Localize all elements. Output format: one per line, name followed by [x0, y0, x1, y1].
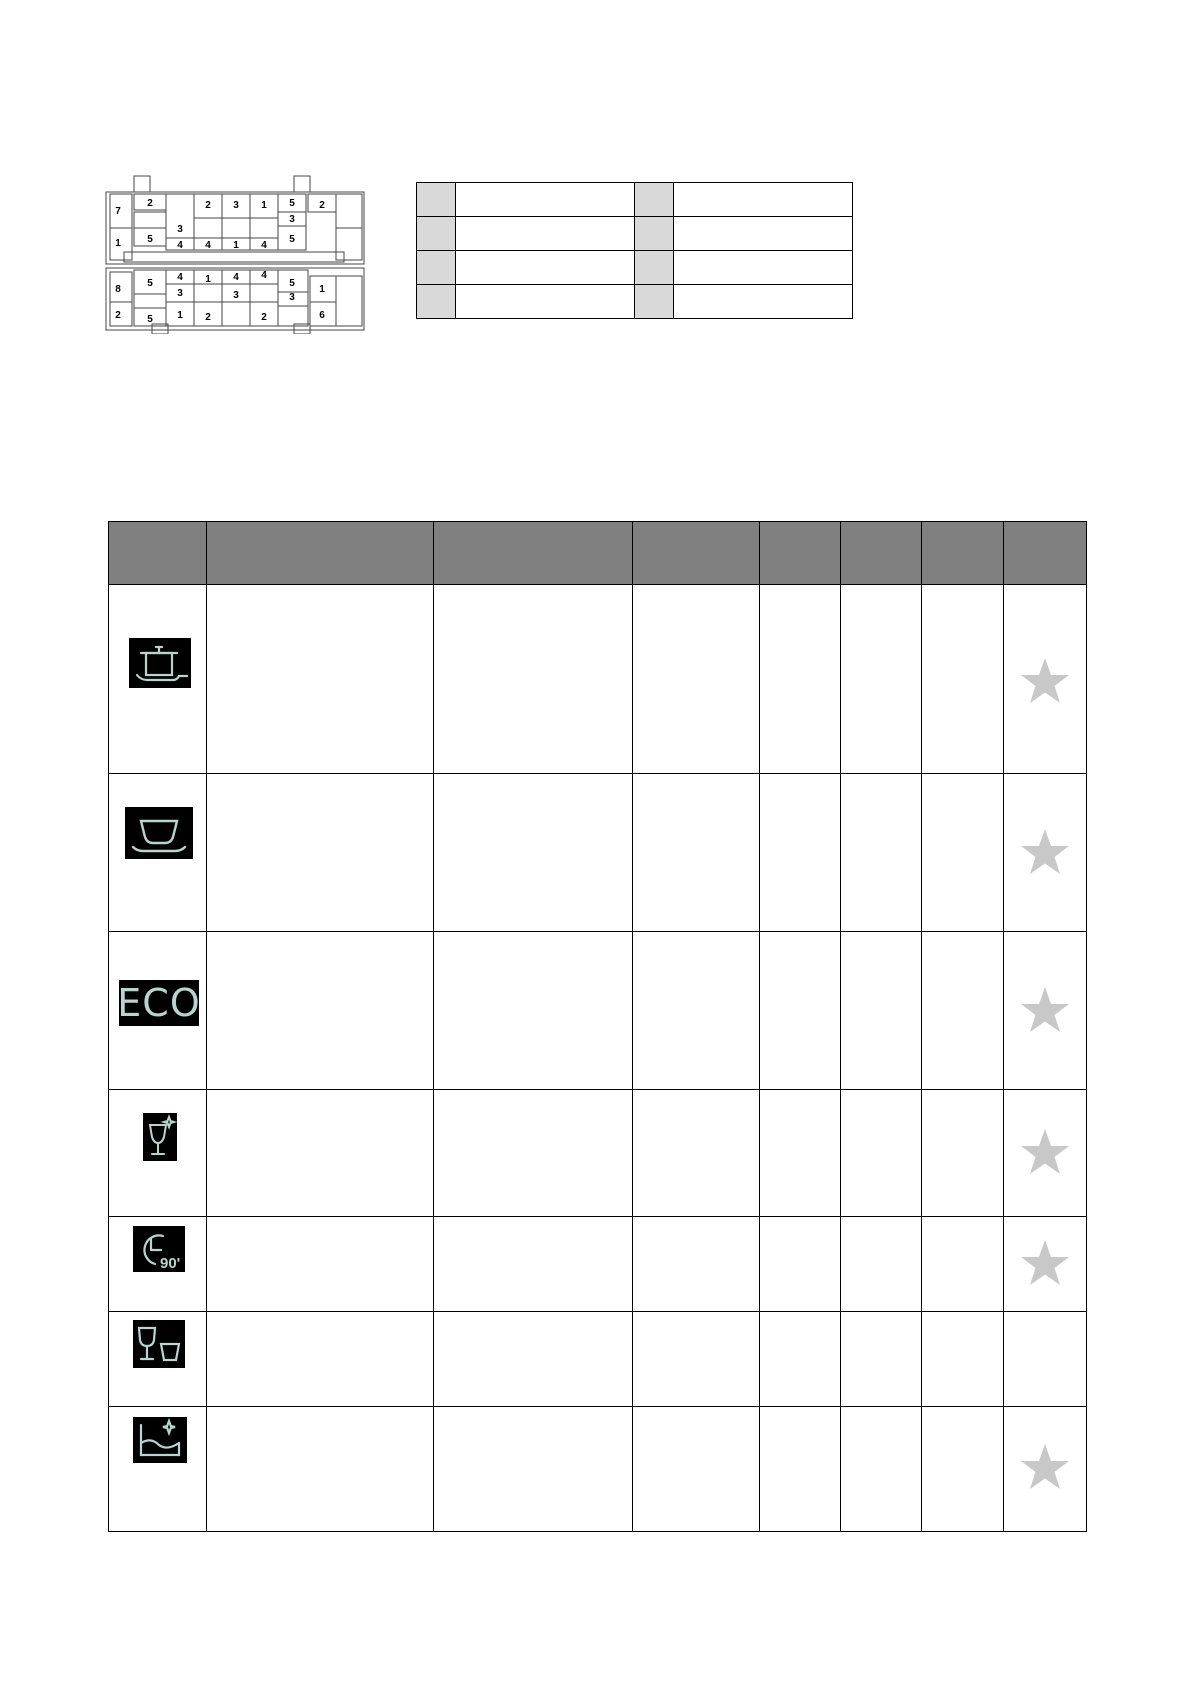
program-icon-cell	[109, 774, 207, 932]
legend-key-cell	[635, 183, 674, 217]
detail-cell	[434, 1090, 633, 1217]
value-cell	[841, 1407, 922, 1532]
header-cell-value-1	[760, 522, 841, 585]
rating-cell	[1004, 1090, 1087, 1217]
value-cell	[841, 1312, 922, 1407]
detail-cell	[434, 1407, 633, 1532]
bowl-icon	[125, 807, 193, 859]
value-cell	[922, 1312, 1004, 1407]
pin-label: 8	[115, 284, 121, 295]
pin-label: 5	[147, 314, 153, 325]
legend-value-cell	[456, 251, 635, 285]
description-cell	[207, 932, 434, 1090]
header-cell-sequence	[633, 522, 760, 585]
pin-label: 3	[177, 288, 183, 299]
sequence-cell	[633, 774, 760, 932]
table-header-row	[109, 522, 1087, 585]
pin-label: 5	[289, 198, 295, 209]
rating-cell	[1004, 585, 1087, 774]
value-cell	[841, 932, 922, 1090]
detail-cell	[434, 1217, 633, 1312]
value-cell	[841, 1090, 922, 1217]
sequence-cell	[633, 932, 760, 1090]
header-cell-program	[109, 522, 207, 585]
rating-cell	[1004, 1312, 1087, 1407]
header-cell-value-2	[841, 522, 922, 585]
sequence-cell	[633, 585, 760, 774]
legend-value-cell	[456, 183, 635, 217]
legend-key-cell	[635, 251, 674, 285]
program-icon-cell	[109, 1217, 207, 1312]
pin-label: 7	[115, 206, 121, 217]
pin-label: 2	[115, 310, 121, 321]
clock-90-label: 90'	[160, 1255, 181, 1272]
legend-key-cell	[417, 251, 456, 285]
description-cell	[207, 1217, 434, 1312]
detail-cell	[434, 1312, 633, 1407]
pin-label: 1	[319, 284, 325, 295]
program-icon-cell	[109, 932, 207, 1090]
pin-label: 3	[289, 214, 295, 225]
legend-value-cell	[456, 285, 635, 319]
pin-label: 5	[147, 278, 153, 289]
header-cell-value-3	[922, 522, 1004, 585]
rating-cell	[1004, 932, 1087, 1090]
star-icon	[1020, 986, 1070, 1034]
rating-cell	[1004, 1407, 1087, 1532]
pin-label: 1	[233, 240, 239, 251]
pin-label: 1	[115, 238, 121, 249]
pin-label: 2	[319, 200, 325, 211]
description-cell	[207, 1312, 434, 1407]
detail-cell	[434, 774, 633, 932]
legend-row	[417, 251, 853, 285]
value-cell	[922, 1217, 1004, 1312]
pin-label: 4	[205, 240, 211, 251]
pin-label: 5	[289, 234, 295, 245]
legend-grid	[416, 182, 853, 319]
legend-value-cell	[674, 251, 853, 285]
value-cell	[760, 932, 841, 1090]
table-row	[109, 585, 1087, 774]
legend-key-cell	[417, 183, 456, 217]
header-cell-rating	[1004, 522, 1087, 585]
pin-label: 1	[177, 310, 183, 321]
value-cell	[760, 1407, 841, 1532]
star-icon	[1020, 828, 1070, 876]
legend-key-cell	[417, 285, 456, 319]
legend-row	[417, 285, 853, 319]
value-cell	[841, 774, 922, 932]
legend-value-cell	[674, 217, 853, 251]
value-cell	[922, 932, 1004, 1090]
value-cell	[922, 774, 1004, 932]
table-row	[109, 1407, 1087, 1532]
sequence-cell	[633, 1312, 760, 1407]
legend-row	[417, 217, 853, 251]
value-cell	[760, 1090, 841, 1217]
pin-label: 3	[233, 200, 239, 211]
table-row	[109, 1090, 1087, 1217]
value-cell	[760, 774, 841, 932]
glass-sparkle-icon	[143, 1113, 177, 1161]
value-cell	[841, 585, 922, 774]
pot-icon	[129, 638, 191, 688]
description-cell	[207, 774, 434, 932]
pin-label: 4	[233, 272, 239, 283]
table-row	[109, 1217, 1087, 1312]
pin-label: 6	[319, 310, 325, 321]
pin-label: 1	[205, 274, 211, 285]
pin-label: 3	[289, 292, 295, 303]
pin-label: 5	[147, 234, 153, 245]
program-icon-cell	[109, 1407, 207, 1532]
pin-label: 2	[147, 198, 153, 209]
program-icon-cell	[109, 585, 207, 774]
legend-value-cell	[674, 183, 853, 217]
legend-key-cell	[635, 217, 674, 251]
clock-90-icon	[133, 1226, 185, 1272]
value-cell	[922, 1407, 1004, 1532]
header-cell-description	[207, 522, 434, 585]
program-icon-cell	[109, 1312, 207, 1407]
basin-sparkle-icon	[133, 1417, 187, 1463]
pin-label: 3	[233, 290, 239, 301]
program-table	[108, 521, 1087, 1532]
pin-label: 5	[289, 278, 295, 289]
program-icon-cell	[109, 1090, 207, 1217]
pin-label: 4	[261, 270, 267, 281]
pin-label: 4	[177, 272, 183, 283]
eco-icon-label: ECO	[117, 981, 201, 1025]
detail-cell	[434, 585, 633, 774]
pin-label: 4	[177, 240, 183, 251]
detail-cell	[434, 932, 633, 1090]
header-cell-detail	[434, 522, 633, 585]
description-cell	[207, 1407, 434, 1532]
legend-row	[417, 183, 853, 217]
legend-key-cell	[635, 285, 674, 319]
star-icon	[1020, 1443, 1070, 1491]
value-cell	[922, 1090, 1004, 1217]
pin-label: 3	[177, 224, 183, 235]
sequence-cell	[633, 1217, 760, 1312]
star-icon	[1020, 1239, 1070, 1287]
legend-value-cell	[674, 285, 853, 319]
star-icon	[1020, 657, 1070, 705]
star-icon	[1020, 1128, 1070, 1176]
sequence-cell	[633, 1090, 760, 1217]
table-row	[109, 932, 1087, 1090]
value-cell	[841, 1217, 922, 1312]
pin-label: 2	[205, 312, 211, 323]
pin-label: 2	[261, 312, 267, 323]
glasses-icon	[133, 1320, 185, 1368]
value-cell	[760, 585, 841, 774]
eco-icon	[119, 980, 199, 1026]
value-cell	[922, 585, 1004, 774]
pin-label: 4	[261, 240, 267, 251]
table-row	[109, 1312, 1087, 1407]
sequence-cell	[633, 1407, 760, 1532]
legend-value-cell	[456, 217, 635, 251]
connector-pin-diagram	[104, 172, 368, 334]
rating-cell	[1004, 774, 1087, 932]
pin-label: 2	[205, 200, 211, 211]
description-cell	[207, 585, 434, 774]
table-row	[109, 774, 1087, 932]
rating-cell	[1004, 1217, 1087, 1312]
value-cell	[760, 1217, 841, 1312]
legend-key-cell	[417, 217, 456, 251]
value-cell	[760, 1312, 841, 1407]
description-cell	[207, 1090, 434, 1217]
pin-label: 1	[261, 200, 267, 211]
